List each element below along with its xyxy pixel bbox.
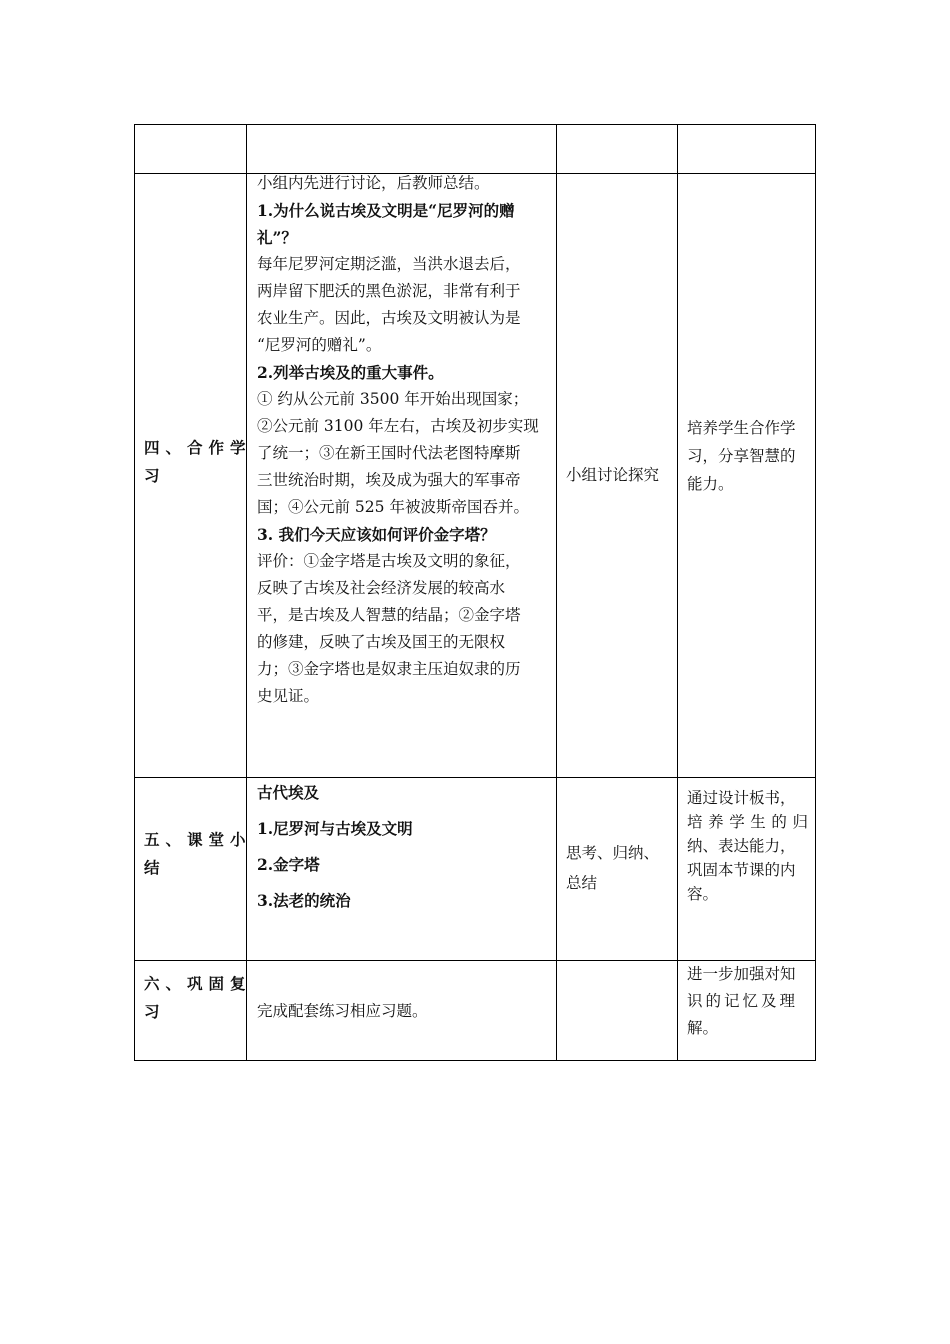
stage-title: [144, 970, 252, 1026]
activity-cell: [557, 125, 678, 173]
activity-text: 小组讨论探究: [566, 466, 660, 484]
stage-title: [144, 434, 252, 490]
content-line: “尼罗河的赠礼”。: [257, 336, 382, 354]
content-cell: [247, 778, 557, 960]
goal-cell: [678, 174, 816, 777]
content-line: 的修建，反映了古埃及国王的无限权: [257, 633, 506, 651]
activity-cell: [557, 961, 678, 1060]
goal-line: 培养学生的归: [687, 813, 809, 831]
content-line: 每年尼罗河定期泛滥，当洪水退去后，: [257, 255, 521, 273]
stage-title-line: 结: [144, 858, 166, 877]
goal-cell: [678, 125, 816, 173]
summary-item: 3.法老的统治: [257, 891, 351, 910]
summary-item: 古代埃及: [257, 783, 320, 802]
question-heading: 1.为什么说古埃及文明是“尼罗河的赠: [257, 201, 515, 220]
table-row-review: [135, 961, 816, 1061]
summary-item: 1.尼罗河与古埃及文明: [257, 819, 413, 838]
activity-cell: [557, 778, 678, 960]
goal-line: 进一步加强对知: [687, 965, 796, 983]
stage-title-line: 习: [144, 466, 166, 485]
goal-line: 容。: [687, 885, 719, 903]
goal-text: [687, 786, 809, 906]
summary-board: [257, 775, 548, 919]
table-row-summary: [135, 778, 816, 961]
content-line: 小组内先进行讨论，后教师总结。: [257, 174, 490, 192]
stage-cell: [135, 778, 252, 960]
stage-title-line: 习: [144, 1002, 166, 1021]
content-line: 力；③金字塔也是奴隶主压迫奴隶的历: [257, 660, 521, 678]
stage-title-line: 四、合作学: [144, 438, 252, 457]
stage-cell: [135, 961, 252, 1060]
content-line: 三世统治时期，埃及成为强大的军事帝: [257, 471, 521, 489]
stage-cell: [135, 125, 247, 173]
goal-text: [687, 414, 809, 498]
content-line: 农业生产。因此，古埃及文明被认为是: [257, 309, 521, 327]
goal-line: 巩固本节课的内: [687, 861, 796, 879]
goal-line: 通过设计板书，: [687, 789, 796, 807]
activity-line: 思考、归纳、: [566, 844, 660, 862]
goal-line: 培养学生合作学: [687, 419, 796, 437]
content-line: 两岸留下肥沃的黑色淤泥，非常有利于: [257, 282, 521, 300]
content-line: 史见证。: [257, 687, 320, 705]
content-line: 平，是古埃及人智慧的结晶；②金字塔: [257, 606, 521, 624]
lesson-plan-table: [134, 124, 816, 1061]
content-line: 反映了古埃及社会经济发展的较高水: [257, 579, 506, 597]
stage-cell: [135, 174, 252, 777]
stage-title-line: 六、巩固复: [144, 974, 252, 993]
goal-line: 能力。: [687, 475, 734, 493]
summary-item: 2.金字塔: [257, 855, 320, 874]
stage-title-line: 五、课堂小: [144, 830, 252, 849]
content-cell: [247, 125, 557, 173]
question-heading: 礼”？: [257, 228, 297, 247]
question-heading: 3. 我们今天应该如何评价金字塔？: [257, 525, 496, 544]
content-line: 国；④公元前 525 年被波斯帝国吞并。: [257, 498, 529, 516]
content-cell: [247, 174, 557, 777]
content-line: 评价：①金字塔是古埃及文明的象征，: [257, 552, 521, 570]
content-line: ① 约从公元前 3500 年开始出现国家；: [257, 390, 529, 408]
content-cell: [247, 961, 557, 1060]
goal-text: [687, 961, 809, 1042]
review-content: 完成配套练习相应习题。: [257, 1002, 428, 1020]
table-row-empty: [135, 125, 816, 174]
activity-cell: [557, 174, 678, 777]
activity-text: [566, 838, 671, 898]
cooperative-content: [257, 170, 548, 710]
stage-title: [144, 826, 252, 882]
goal-line: 习，分享智慧的: [687, 447, 796, 465]
question-heading: 2.列举古埃及的重大事件。: [257, 363, 444, 382]
goal-line: 识的记忆及理: [687, 992, 799, 1010]
goal-cell: [678, 778, 816, 960]
content-line: ②公元前 3100 年左右，古埃及初步实现: [257, 417, 539, 435]
goal-line: 纳、表达能力，: [687, 837, 796, 855]
goal-cell: [678, 961, 816, 1060]
table-row-cooperative: [135, 174, 816, 778]
content-line: 了统一；③在新王国时代法老图特摩斯: [257, 444, 521, 462]
goal-line: 解。: [687, 1019, 719, 1037]
activity-line: 总结: [566, 874, 598, 892]
